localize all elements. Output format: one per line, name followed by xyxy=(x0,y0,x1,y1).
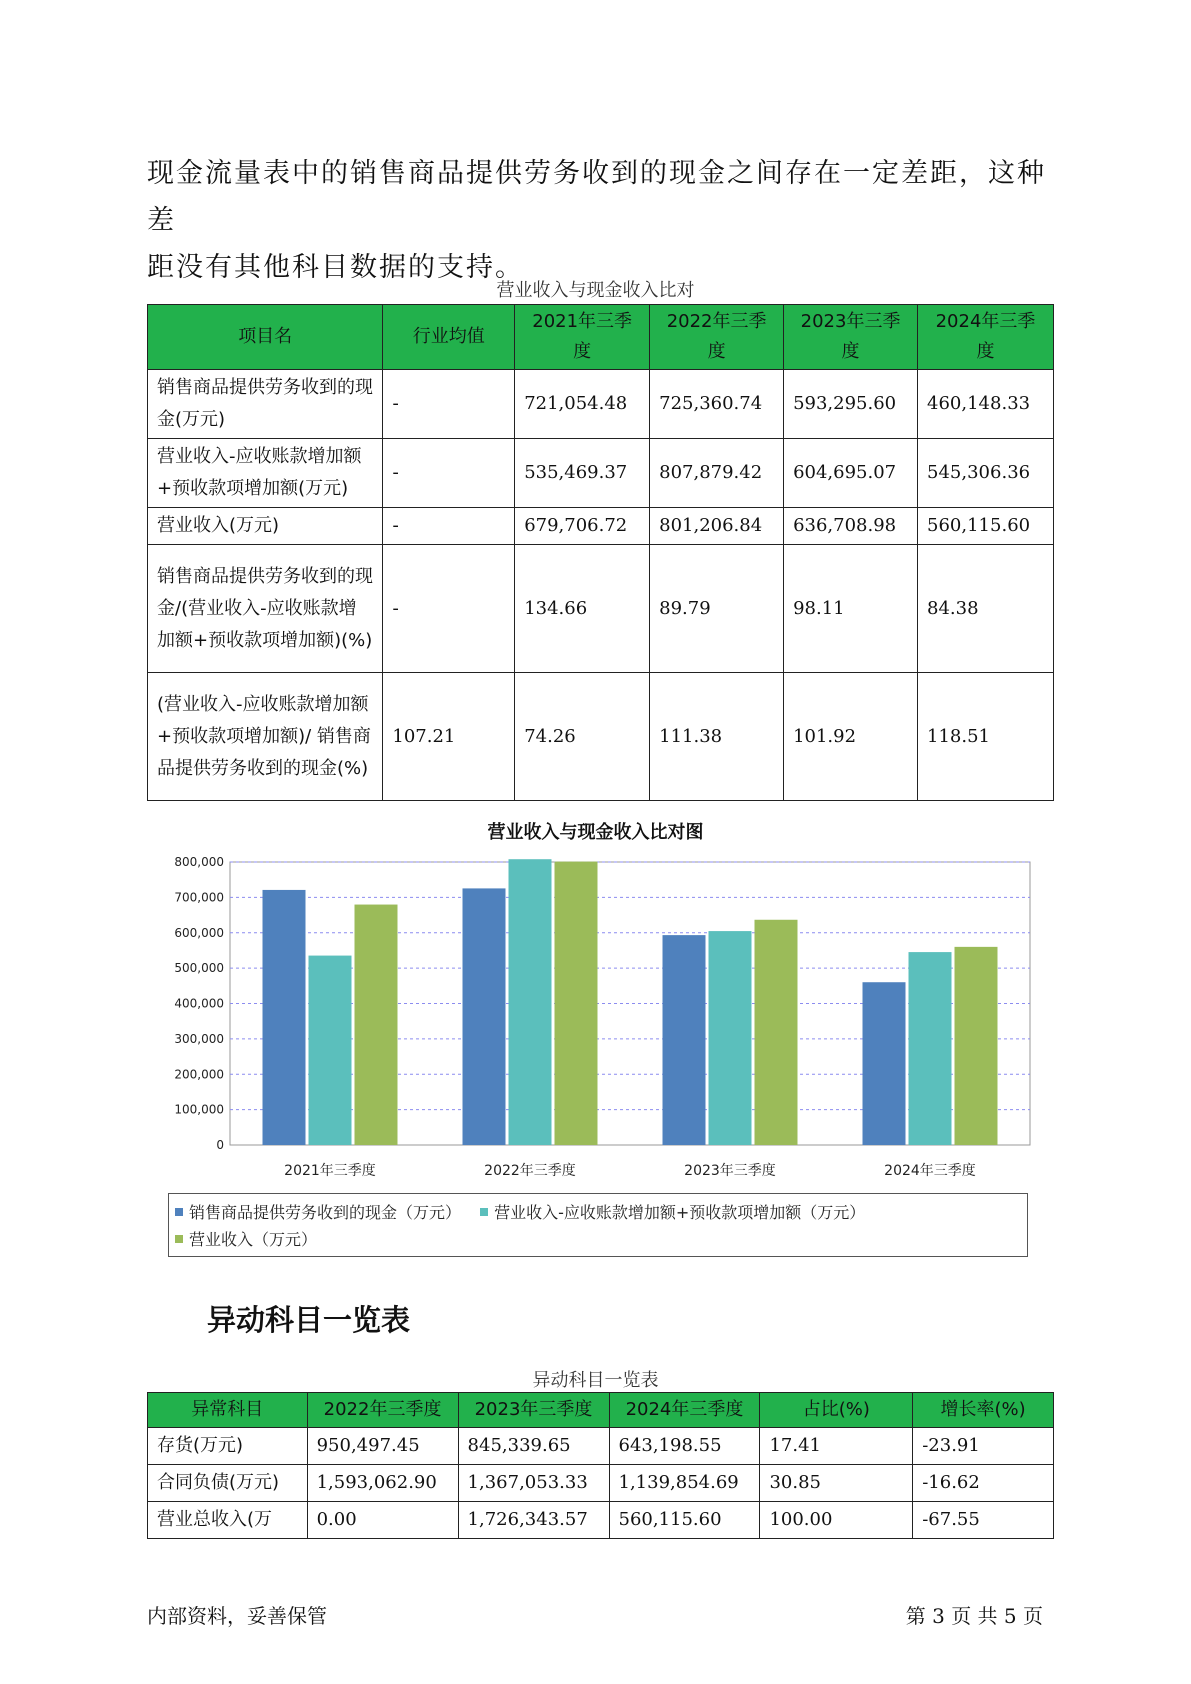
header-cell: 2023年三季度 xyxy=(784,305,918,370)
table-row xyxy=(148,1502,1054,1539)
table-cell: -67.55 xyxy=(913,1502,1054,1539)
table2-caption: 异动科目一览表 xyxy=(532,1370,659,1391)
bar xyxy=(463,888,506,1145)
table-cell: -23.91 xyxy=(913,1428,1054,1465)
table-cell: 30.85 xyxy=(760,1465,913,1502)
x-tick-label: 2024年三季度 xyxy=(884,1163,976,1179)
x-tick-label: 2021年三季度 xyxy=(284,1163,376,1179)
table-cell: 679,706.72 xyxy=(515,508,650,545)
table-cell: 560,115.60 xyxy=(609,1502,760,1539)
bar xyxy=(309,956,352,1145)
table-cell: 604,695.07 xyxy=(784,439,918,508)
y-tick-label: 200,000 xyxy=(174,1067,224,1082)
header-cell: 2022年三季度 xyxy=(650,305,784,370)
header-cell: 增长率(%) xyxy=(913,1393,1054,1428)
table-cell: - xyxy=(383,370,515,439)
footer-page-number: 第 3 页 共 5 页 xyxy=(905,1604,1043,1628)
table-cell: 1,139,854.69 xyxy=(609,1465,760,1502)
row-label: (营业收入-应收账款增加额+预收款项增加额)/ 销售商品提供劳务收到的现金(%) xyxy=(148,673,383,801)
bar-chart xyxy=(150,850,1040,1190)
table-cell: 845,339.65 xyxy=(458,1428,609,1465)
table-cell: 545,306.36 xyxy=(918,439,1054,508)
header-cell: 异常科目 xyxy=(148,1393,308,1428)
bar xyxy=(909,952,952,1145)
y-tick-label: 0 xyxy=(216,1138,224,1152)
table-cell: 134.66 xyxy=(515,545,650,673)
table-cell: 636,708.98 xyxy=(784,508,918,545)
chart-title: 营业收入与现金收入比对图 xyxy=(487,822,704,843)
table-cell: 89.79 xyxy=(650,545,784,673)
header-cell: 2021年三季度 xyxy=(515,305,650,370)
header-cell: 项目名 xyxy=(148,305,383,370)
table-cell: -16.62 xyxy=(913,1465,1054,1502)
y-tick-label: 800,000 xyxy=(174,855,224,869)
table-cell: 801,206.84 xyxy=(650,508,784,545)
legend-item xyxy=(175,1198,461,1225)
table-row xyxy=(148,1465,1054,1502)
x-axis-ticks xyxy=(284,1162,976,1179)
header-cell: 2023年三季度 xyxy=(458,1393,609,1428)
bar xyxy=(355,905,398,1145)
table-cell: 107.21 xyxy=(383,673,515,801)
table-cell: 98.11 xyxy=(784,545,918,673)
row-label: 合同负债(万元) xyxy=(148,1465,308,1502)
bar xyxy=(555,862,598,1145)
bar xyxy=(755,920,798,1145)
table-cell: 118.51 xyxy=(918,673,1054,801)
table-cell: 950,497.45 xyxy=(307,1428,458,1465)
table-cell: 643,198.55 xyxy=(609,1428,760,1465)
x-tick-label: 2023年三季度 xyxy=(684,1163,776,1179)
table-cell: 1,726,343.57 xyxy=(458,1502,609,1539)
legend-item xyxy=(175,1225,317,1252)
legend-swatch xyxy=(175,1208,183,1216)
bar xyxy=(863,982,906,1145)
y-tick-label: 500,000 xyxy=(174,961,224,976)
table-cell: 807,879.42 xyxy=(650,439,784,508)
table-row xyxy=(148,673,1054,801)
y-tick-label: 600,000 xyxy=(174,925,224,940)
table-cell: 725,360.74 xyxy=(650,370,784,439)
y-tick-label: 300,000 xyxy=(174,1031,224,1046)
table-cell: - xyxy=(383,545,515,673)
table-cell: 101.92 xyxy=(784,673,918,801)
y-tick-label: 400,000 xyxy=(174,996,224,1011)
legend-label: 营业收入（万元） xyxy=(189,1230,318,1249)
y-axis-ticks xyxy=(174,855,224,1152)
header-cell: 2022年三季度 xyxy=(307,1393,458,1428)
table-row xyxy=(148,545,1054,673)
paragraph-line-1: 现金流量表中的销售商品提供劳务收到的现金之间存在一定差距，这种差 xyxy=(147,158,1046,236)
bar xyxy=(263,890,306,1145)
section-heading: 异动科目一览表 xyxy=(207,1303,411,1337)
row-label: 销售商品提供劳务收到的现金(万元) xyxy=(148,370,383,439)
header-cell: 2024年三季度 xyxy=(609,1393,760,1428)
table-cell: - xyxy=(383,439,515,508)
bar xyxy=(955,947,998,1145)
footer-confidential: 内部资料，妥善保管 xyxy=(147,1604,327,1628)
legend-item xyxy=(480,1198,865,1225)
table-cell: 560,115.60 xyxy=(918,508,1054,545)
table-header-row xyxy=(148,1393,1054,1428)
bar xyxy=(663,935,706,1145)
body-paragraph xyxy=(147,150,1047,291)
table-cell: 1,367,053.33 xyxy=(458,1465,609,1502)
row-label: 营业总收入(万 xyxy=(148,1502,308,1539)
header-cell: 行业均值 xyxy=(383,305,515,370)
legend-label: 营业收入-应收账款增加额+预收款项增加额（万元） xyxy=(494,1203,866,1222)
table-cell: 535,469.37 xyxy=(515,439,650,508)
table-cell: 460,148.33 xyxy=(918,370,1054,439)
table-cell: 17.41 xyxy=(760,1428,913,1465)
bar xyxy=(709,931,752,1145)
row-label: 营业收入(万元) xyxy=(148,508,383,545)
table-cell: 74.26 xyxy=(515,673,650,801)
table-row xyxy=(148,1428,1054,1465)
table-header-row xyxy=(148,305,1054,370)
table-row xyxy=(148,439,1054,508)
row-label: 存货(万元) xyxy=(148,1428,308,1465)
row-label: 营业收入-应收账款增加额+预收款项增加额(万元) xyxy=(148,439,383,508)
abnormal-items-table xyxy=(147,1392,1054,1539)
table-row xyxy=(148,508,1054,545)
legend-swatch xyxy=(175,1235,183,1243)
table-cell: 84.38 xyxy=(918,545,1054,673)
y-tick-label: 700,000 xyxy=(174,890,224,905)
legend-label: 销售商品提供劳务收到的现金（万元） xyxy=(189,1203,462,1222)
header-cell: 占比(%) xyxy=(760,1393,913,1428)
y-tick-label: 100,000 xyxy=(174,1102,224,1117)
table-cell: 111.38 xyxy=(650,673,784,801)
table-cell: 0.00 xyxy=(307,1502,458,1539)
x-tick-label: 2022年三季度 xyxy=(484,1163,576,1179)
bar xyxy=(509,859,552,1145)
header-cell: 2024年三季度 xyxy=(918,305,1054,370)
table-cell: 100.00 xyxy=(760,1502,913,1539)
table-row xyxy=(148,370,1054,439)
table-cell: 593,295.60 xyxy=(784,370,918,439)
revenue-cash-table xyxy=(147,304,1054,801)
legend-swatch xyxy=(480,1208,488,1216)
table-cell: 1,593,062.90 xyxy=(307,1465,458,1502)
table1-caption: 营业收入与现金收入比对 xyxy=(496,280,695,301)
paragraph-line-2: 距没有其他科目数据的支持。 xyxy=(147,252,524,283)
table-cell: 721,054.48 xyxy=(515,370,650,439)
table-cell: - xyxy=(383,508,515,545)
row-label: 销售商品提供劳务收到的现金/(营业收入-应收账款增加额+预收款项增加额)(%) xyxy=(148,545,383,673)
chart-legend xyxy=(168,1193,1028,1257)
